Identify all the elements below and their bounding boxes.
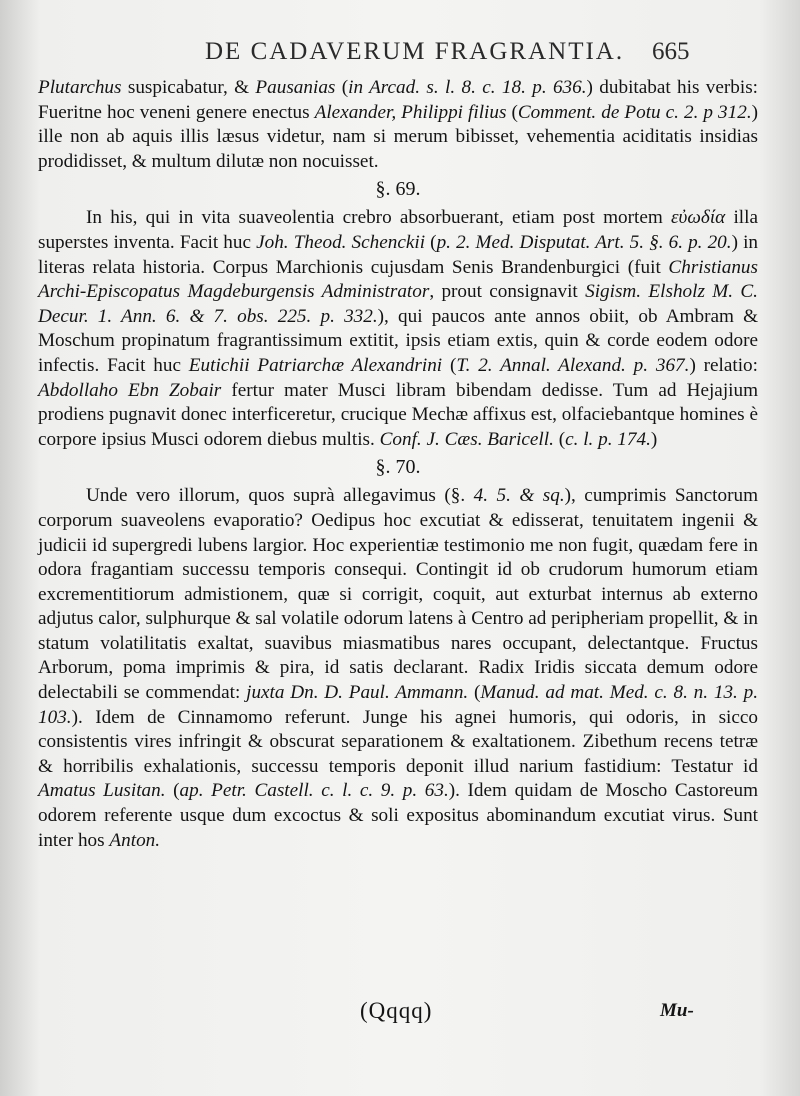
running-head <box>0 34 800 74</box>
section-heading: §. 70. <box>375 456 421 479</box>
text-run: ) ille non ab aquis illis læsus videtur, nam si merum bibisset, vehementia aciditatis insidias prodidisset, & multum dilutæ non nocuisset. <box>38 101 759 172</box>
signature-mark: (Qqqq) <box>360 998 433 1023</box>
italic-run: in Arcad. s. l. 8. c. 18. p. 636. <box>348 77 587 98</box>
italic-run: Plutarchus <box>38 77 122 98</box>
italic-run: 4. 5. & sq. <box>473 485 565 507</box>
running-title: DE CADAVERUM FRAGRANTIA. <box>205 38 625 65</box>
text-run: fertur mater Musci libram bibendam dedisse. Tum ad Hejajium prodiens pugnavit donec interficeretur, crucique Mechæ affixus est, olfaciebantque homines è corpore ipsius Musci odorem diebus multis. <box>38 379 758 450</box>
text-run: ) relatio: <box>689 354 758 376</box>
catchword: Mu- <box>660 1000 694 1021</box>
body-text <box>38 76 758 853</box>
italic-run: Sigism. Elsholz M. C. Decur. 1. Ann. 6. & 7. obs. 225. p. 332. <box>38 281 758 327</box>
text-run: , prout consignavit <box>429 281 586 303</box>
text-run: ( <box>425 231 437 253</box>
italic-run: Joh. Theod. Schenckii <box>256 231 426 253</box>
italic-run: Manud. ad mat. Med. c. 8. n. 13. p. 103. <box>38 682 759 728</box>
italic-run: Christianus Archi-Episcopatus Magdeburgensis Administrator <box>38 256 758 303</box>
italic-run: Comment. de Potu c. 2. p 312. <box>517 101 752 123</box>
text-run: ( <box>165 780 180 802</box>
italic-run: Pausanias <box>255 77 336 98</box>
text-run: ) <box>650 428 658 450</box>
paragraph <box>38 206 758 452</box>
text-run: ), qui paucos ante annos obiit, ob Ambram & Moschum propinatum fragrantissimum extitit, ipsis etiam extis, quin & corde eodem odore infectis. Facit huc <box>38 305 758 376</box>
italic-run: Abdollaho Ebn Zobair <box>38 379 222 401</box>
page-number: 665 <box>652 38 690 65</box>
text-run: ), cumprimis Sanctorum corporum suaveolens evaporatio? Oedipus hoc excutiat & edisserat, tenuitatem ingenii & judicii id supergredi lubens largior. Hoc experientiæ testimonio me non fugit, quædam fere in odora fragantiam successu temporis consequi. Contingit id ob crudorum humorum etiam excrementitiorum admistionem, quæ si corrigit, coquit, aut exturbat internus ab externo adjutus calor, sulphurque & sal volatile odorum latens à Centro ad peripheriam propellit, & in statum volatilitatis exaltat, suavibus miasmatibus nares occupant, delectantque. Fructus Arborum, poma imprimis & pira, id satis declarant. Radix Iridis siccata demum odore delectabili se commendat: <box>38 485 758 704</box>
italic-run: Anton. <box>109 829 161 851</box>
italic-run: p. 2. Med. Disputat. Art. 5. §. 6. p. 20. <box>436 231 732 253</box>
text-run: ( <box>468 682 481 704</box>
text-run: ) dubitabat his verbis: Fueritne hoc veneni genere enectus <box>38 77 759 123</box>
paragraph <box>38 76 758 174</box>
italic-run: ap. Petr. Castell. c. l. c. 9. p. 63. <box>179 780 449 802</box>
text-run: Unde vero illorum, quos suprà allegavimus (§. <box>86 485 474 507</box>
text-run: In his, qui in vita suaveolentia crebro absorbuerant, etiam post mortem <box>86 207 671 229</box>
italic-run: T. 2. Annal. Alexand. p. 367. <box>456 354 690 376</box>
italic-run: Conf. J. Cæs. Baricell. <box>379 428 554 450</box>
italic-run: Amatus Lusitan. <box>38 780 166 802</box>
italic-run: εὐωδία <box>671 207 726 229</box>
section-heading: §. 69. <box>375 178 421 201</box>
italic-run: Alexander, Philippi filius <box>314 101 507 123</box>
text-run: ( <box>442 354 457 376</box>
text-run: ). Idem de Cinnamomo referunt. Junge his agnei humoris, qui odoris, in sicco consistentis vires infringit & obscurat separationem & exaltationem. Zibethum recens tetræ & horribilis exhalationis, successu temporis deponit illud narium fastidium: Testatur id <box>38 706 758 777</box>
text-run: ) in literas relata historia. Corpus Marchionis cujusdam Senis Brandenburgici (fuit <box>38 231 758 278</box>
text-run: suspicabatur, & <box>121 77 256 98</box>
text-run: ( <box>335 77 349 98</box>
italic-run: c. l. p. 174. <box>565 428 651 450</box>
italic-run: juxta Dn. D. Paul. Ammann. <box>246 682 469 704</box>
italic-run: Eutichii Patriarchæ Alexandrini <box>188 354 443 376</box>
text-run: ( <box>506 101 518 123</box>
text-run: illa superstes inventa. Facit huc <box>38 207 758 253</box>
paragraph <box>38 484 758 853</box>
text-run: ( <box>553 428 566 450</box>
text-run: ). Idem quidam de Moscho Castoreum odorem referente usque dum excoctus & soli expositus abominandum excutiat virus. Sunt inter hos <box>38 780 758 851</box>
